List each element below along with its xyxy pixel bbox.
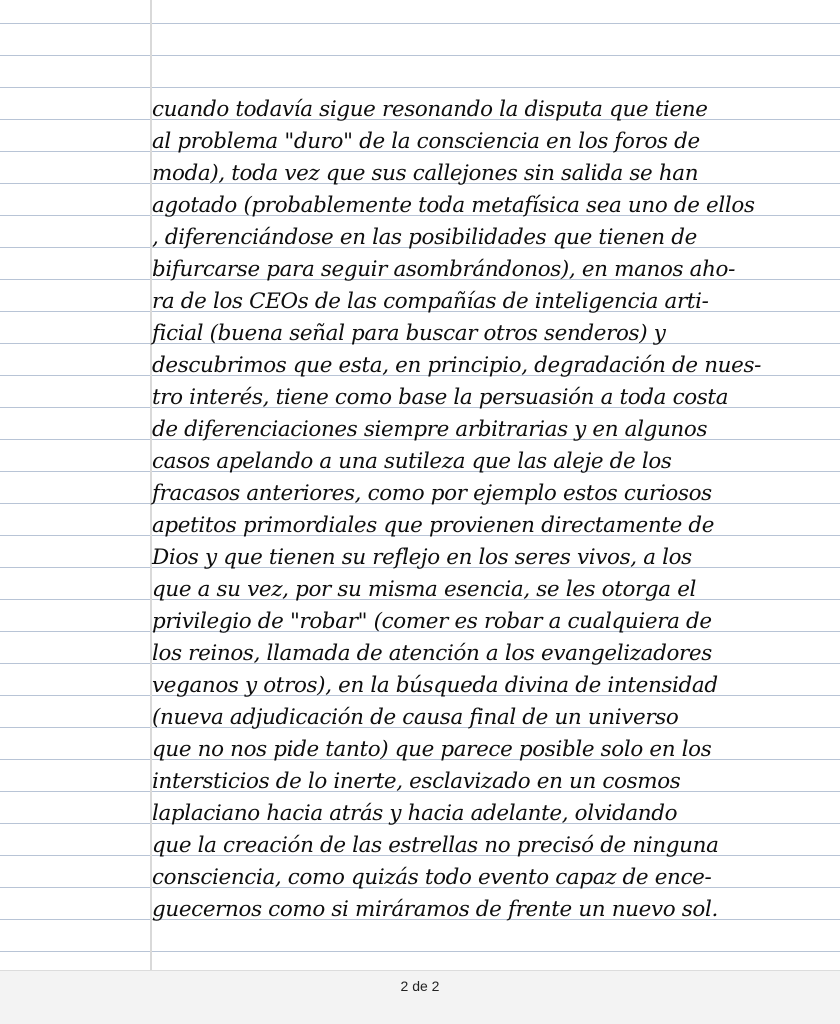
text-line: laplaciano hacia atrás y hacia adelante, olvidando (152, 801, 678, 826)
text-line: veganos y otros), en la búsqueda divina de intensidad (152, 673, 718, 698)
text-line: privilegio de "robar" (comer es robar a cualquiera de (152, 609, 712, 634)
text-line: guecernos como si miráramos de frente un nuevo sol. (152, 897, 718, 922)
text-line: intersticios de lo inerte, esclavizado en un cosmos (152, 769, 681, 794)
text-line: Dios y que tienen su reflejo en los seres vivos, a los (152, 545, 692, 570)
text-line: (nueva adjudicación de causa final de un universo (152, 705, 679, 730)
text-line: cuando todavía sigue resonando la disputa que tiene (152, 97, 708, 122)
text-line: de diferenciaciones siempre arbitrarias y en algunos (152, 417, 708, 442)
text-line: apetitos primordiales que provienen directamente de (152, 513, 715, 538)
text-line: tro interés, tiene como base la persuasión a toda costa (152, 385, 729, 410)
handwritten-text (152, 94, 824, 926)
text-line: ficial (buena señal para buscar otros senderos) y (152, 321, 666, 346)
text-line: agotado (probablemente toda metafísica sea uno de ellos (152, 193, 755, 218)
text-line: que la creación de las estrellas no precisó de ninguna (152, 833, 719, 858)
text-line: que a su vez, por su misma esencia, se les otorga el (152, 577, 697, 602)
text-line: que no nos pide tanto) que parece posible solo en los (152, 737, 712, 762)
text-line: al problema "duro" de la consciencia en los foros de (152, 129, 700, 154)
page-indicator: 2 de 2 (400, 978, 440, 994)
text-line: bifurcarse para seguir asombrándonos), en manos aho- (152, 257, 735, 282)
text-line: consciencia, como quizás todo evento capaz de ence- (152, 865, 712, 890)
text-line: casos apelando a una sutileza que las aleje de los (152, 449, 672, 474)
text-line: ra de los CEOs de las compañías de inteligencia arti- (152, 289, 709, 314)
text-line: fracasos anteriores, como por ejemplo estos curiosos (152, 481, 712, 506)
text-line: los reinos, llamada de atención a los evangelizadores (152, 641, 712, 666)
text-line: moda), toda vez que sus callejones sin salida se han (152, 161, 699, 186)
text-line: , diferenciándose en las posibilidades que tienen de (152, 225, 697, 250)
text-line: descubrimos que esta, en principio, degradación de nues- (152, 353, 761, 378)
